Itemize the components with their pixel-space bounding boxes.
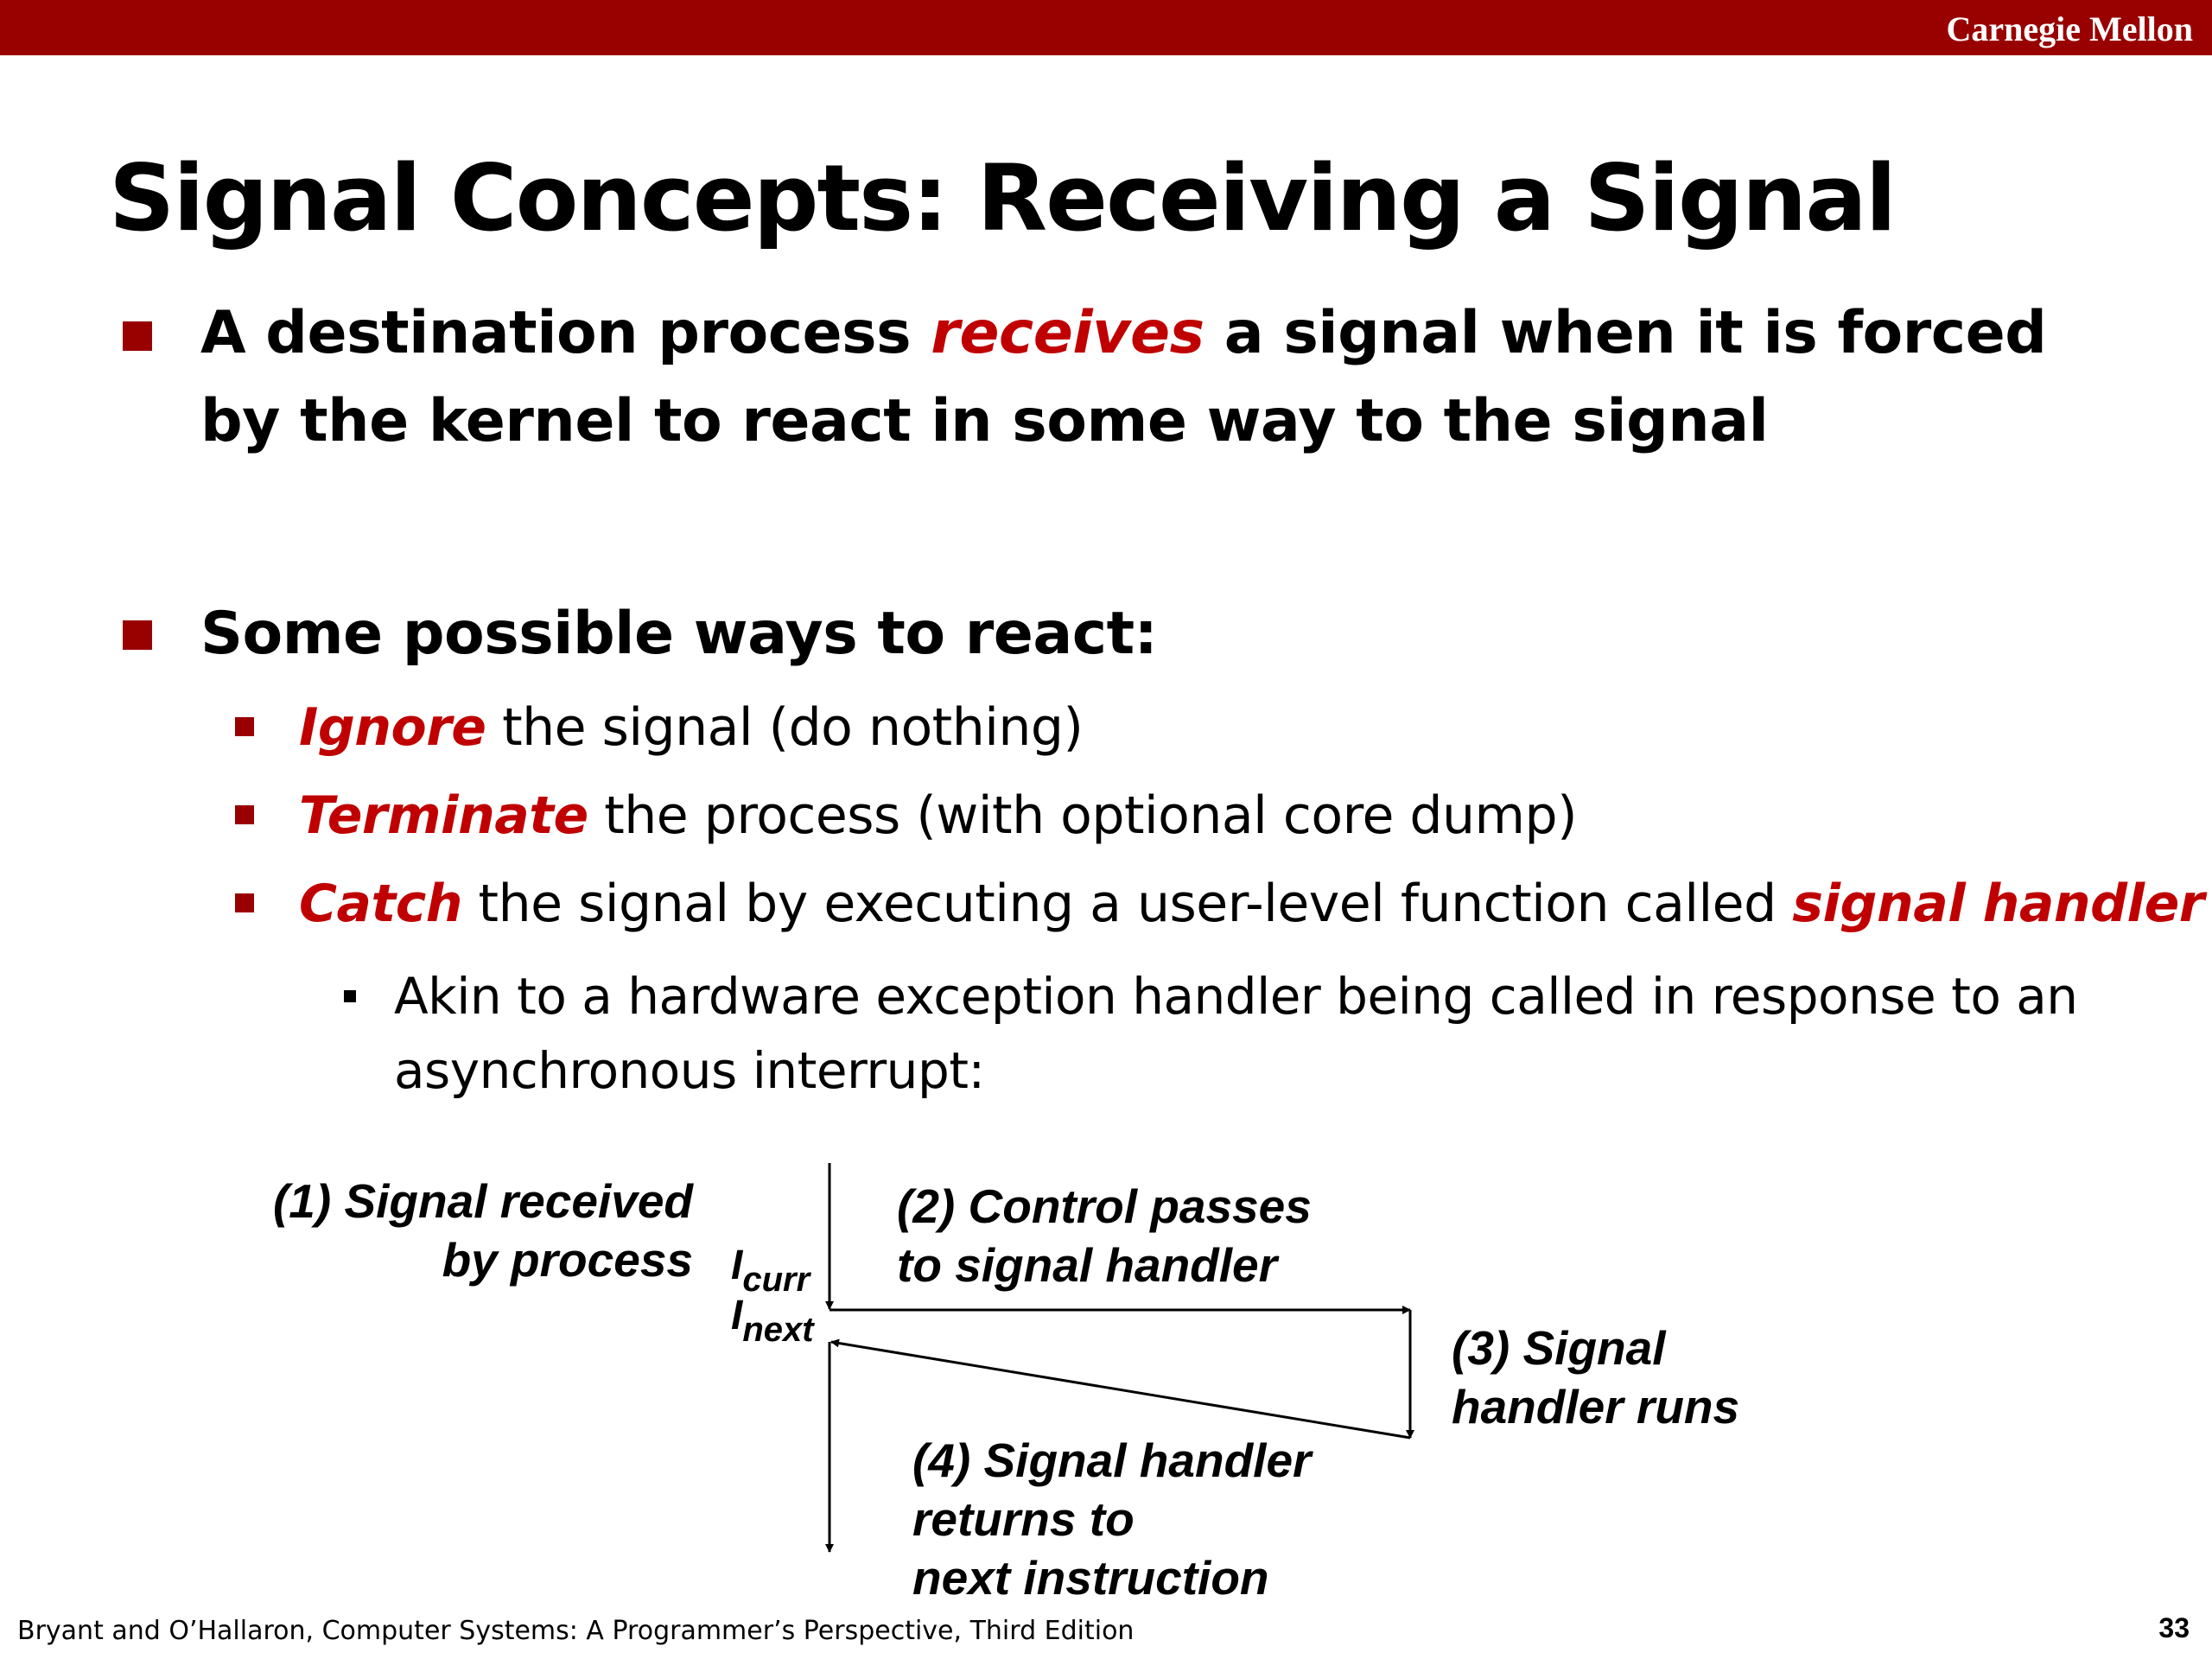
emphasis-terminate: Terminate	[299, 785, 588, 846]
emphasis-signal-handler: signal handler	[1792, 874, 2204, 934]
emphasis-catch: Catch	[299, 874, 462, 934]
bullet-text: A destination process	[200, 299, 931, 367]
step1-line1: (1) Signal received	[272, 1174, 693, 1228]
icurr-sub: curr	[742, 1261, 810, 1299]
emphasis-receives: receives	[931, 299, 1205, 367]
inext-main: I	[731, 1293, 743, 1338]
bullet-ways: Some possible ways to react:	[200, 600, 1158, 668]
step2-line1: (2) Control passes	[897, 1179, 1312, 1233]
step3-line2: handler runs	[1452, 1380, 1740, 1433]
brand-label: Carnegie Mellon	[1946, 10, 2193, 48]
step3-line1: (3) Signal	[1452, 1321, 1666, 1375]
sub-sub-bullet-akin: Akin to a hardware exception handler being called in response to an asynchronous interrupt:	[394, 967, 2078, 1100]
step4-line2: returns to	[912, 1492, 1135, 1546]
step1-line2: by process	[442, 1233, 693, 1287]
step3-label	[1452, 1319, 1739, 1436]
inext-sub: next	[742, 1311, 814, 1349]
icurr-label	[731, 1243, 810, 1299]
return-arrow	[831, 1342, 1410, 1438]
sub-bullet-text: the signal (do nothing)	[486, 697, 1084, 758]
footer-citation: Bryant and O’Hallaron, Computer Systems: A Programmer’s Perspective, Third Edition	[17, 1616, 1135, 1646]
icurr-main: I	[731, 1243, 743, 1288]
bullet-text: a signal when it is forced by the kernel to react in some way to the signal	[200, 299, 2047, 455]
step4-line1: (4) Signal handler	[912, 1433, 1312, 1487]
inext-label	[731, 1293, 814, 1349]
sub-bullet-text: the signal by executing a user-level function called	[461, 874, 1793, 934]
step2-label	[897, 1177, 1312, 1294]
slide-title: Signal Concepts: Receiving a Signal	[109, 145, 1896, 251]
page-number: 33	[2158, 1612, 2190, 1643]
emphasis-ignore: Ignore	[299, 697, 486, 758]
step4-label	[912, 1431, 1311, 1607]
sub-bullet-text: the process (with optional core dump)	[588, 785, 1577, 846]
step1-label	[273, 1172, 693, 1289]
step2-line2: to signal handler	[897, 1238, 1278, 1292]
step4-line3: next instruction	[912, 1551, 1269, 1605]
